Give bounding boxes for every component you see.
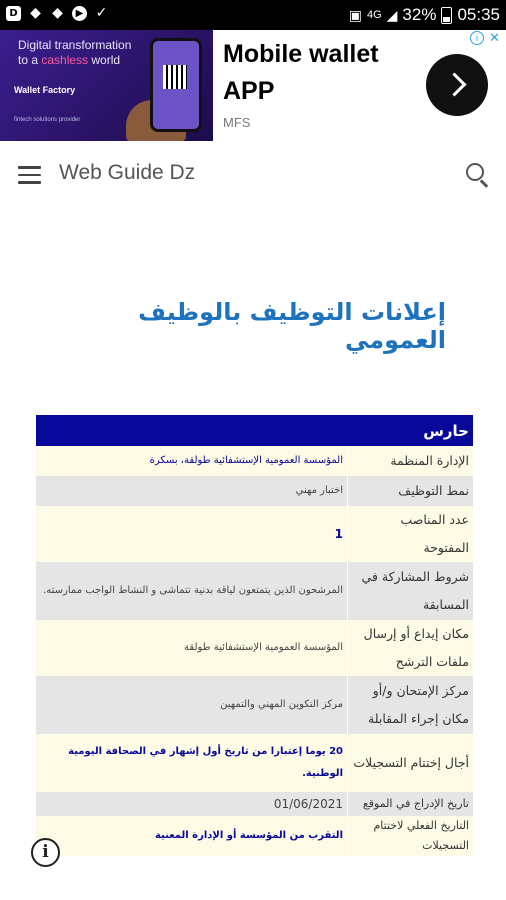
table-row [36,792,473,816]
dropbox-icon: ◆ [52,5,63,21]
check-icon: ✓ [95,5,108,21]
row-value: 1 [36,506,348,562]
ad-open-arrow-button[interactable] [426,54,488,116]
app-notification-icon: D [6,6,21,21]
battery-percent: 32% [402,5,437,24]
ad-banner[interactable] [0,30,506,142]
row-value: مركز التكوين المهني والتمهين [36,676,348,734]
row-value: المؤسسة العمومية الإستشفائية طولقة [36,620,348,676]
row-value: المؤسسة العمومية الإستشفائية طولقة، بسكرة [36,446,348,476]
table-heading-row [36,415,473,446]
table-row [36,506,473,562]
ad-title[interactable]: Mobile wallet APP [223,40,379,105]
row-label: تاريخ الإدراج في الموقع [348,792,474,816]
page-bottom [0,856,506,900]
lock-icon: ▣ [348,6,362,23]
signal-icon: ◢ [386,6,398,23]
row-value: 01/06/2021 [36,792,348,816]
search-icon[interactable] [466,163,484,181]
row-value: اختبار مهني [36,476,348,506]
play-icon: ▶ [72,6,87,21]
job-details-table [36,415,473,856]
menu-icon[interactable] [18,166,41,184]
table-row [36,816,473,856]
table-row [36,446,473,476]
info-icon[interactable]: i [31,838,60,867]
ad-source: MFS [223,115,251,130]
notification-icons [6,6,109,21]
table-row [36,562,473,620]
row-label: عدد المناصب المفتوحة [348,506,474,562]
clock: 05:35 [457,5,500,24]
row-label: شروط المشاركة في المسابقة [348,562,474,620]
status-bar [0,0,506,30]
system-status [349,5,500,25]
row-value: 20 يوما إعتبارا من تاريخ أول إشهار في الصحافة اليومية الوطنية. [36,734,348,792]
ad-brand-tagline: fintech solutions provider [14,117,81,123]
ad-brand: Wallet Factory [14,85,76,95]
site-header [0,141,506,209]
table-row [36,676,473,734]
row-label: الإدارة المنظمة [348,446,474,476]
row-label: أجال إختتام التسجيلات [348,734,474,792]
row-label: نمط التوظيف [348,476,474,506]
qr-code-icon [163,65,187,89]
phone-illustration [150,38,202,132]
site-title[interactable]: Web Guide Dz [59,161,196,184]
battery-icon [441,7,452,24]
ad-close-icon[interactable]: ✕ [489,30,500,45]
table-row [36,620,473,676]
ad-image[interactable] [0,30,213,141]
table-row [36,734,473,792]
adchoices-icon[interactable]: i [470,31,484,45]
dropbox-icon: ◆ [30,5,41,21]
ad-image-headline: Digital transformation to a cashless world [18,38,132,67]
table-row [36,476,473,506]
row-value: التقرب من المؤسسة أو الإدارة المعنية [36,816,348,856]
page-title: إعلانات التوظيف بالوظيف العمومي [138,298,446,354]
job-title: حارس [36,415,473,446]
network-type: 4G [366,9,382,21]
row-label: مكان إيداع أو إرسال ملفات الترشح [348,620,474,676]
row-label: التاريخ الفعلي لاختتام التسجيلات [348,816,474,856]
row-label: مركز الإمتحان و/أو مكان إجراء المقابلة [348,676,474,734]
row-value: المرشحون الذين يتمتعون لياقة بدنية تتماشى و النشاط الواجب ممارسته. [36,562,348,620]
